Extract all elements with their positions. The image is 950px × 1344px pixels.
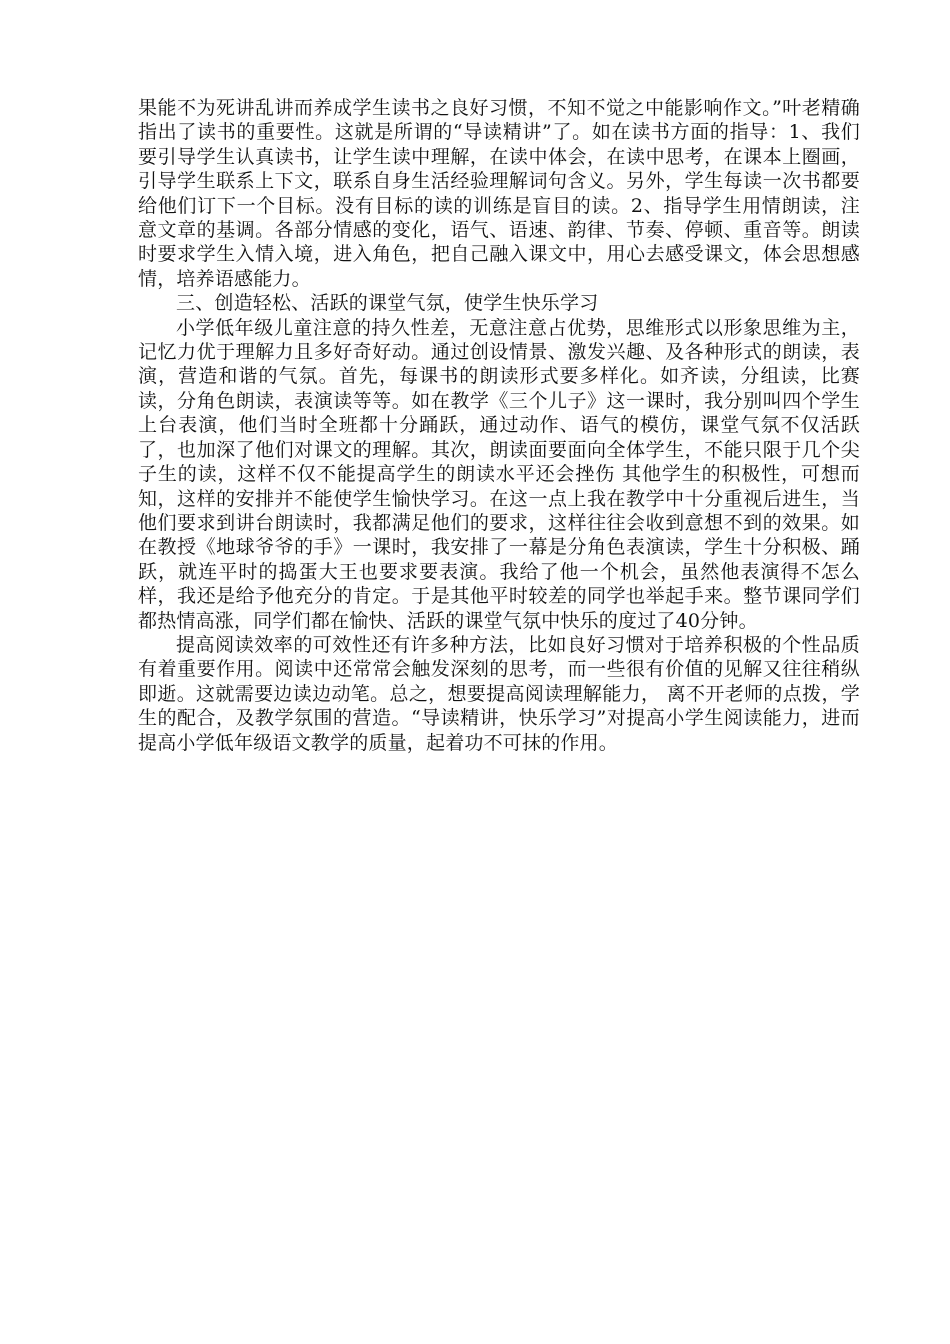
document-body: [138, 96, 860, 755]
paragraph-reading-guidance: 果能不为死讲乱讲而养成学生读书之良好习惯，不知不觉之中能影响作文。”叶老精确指出了读书的重要性。这就是所谓的“导读精讲”了。如在读书方面的指导：1、我们要引导学生认真读书，让学生读中理解，在读中体会，在读中思考，在课本上圈画，引导学生联系上下文，联系自身生活经验理解词句含义。另外，学生每读一次书都要给他们订下一个目标。没有目标的读的训练是盲目的读。2、指导学生用情朗读，注意文章的基调。各部分情感的变化，语气、语速、韵律、节奏、停顿、重音等。朗读时要求学生入情入境，进入角色，把自己融入课文中，用心去感受课文，体会思想感情，培养语感能力。: [138, 97, 860, 290]
paragraph-conclusion: 提高阅读效率的可效性还有许多种方法，比如良好习惯对于培养积极的个性品质有着重要作用。阅读中还常常会触发深刻的思考，而一些很有价值的见解又往往稍纵即逝。这就需要边读边动笔。总之，想要提高阅读理解能力， 离不开老师的点拨，学生的配合，及教学氛围的营造。“导读精讲，快乐学习”对提高小学生阅读能力，进而提高小学低年级语文教学的质量，起着功不可抹的作用。: [138, 633, 860, 754]
section-heading-3: 三、创造轻松、活跃的课堂气氛，使学生快乐学习: [176, 292, 599, 315]
paragraph-classroom-atmosphere: 小学低年级儿童注意的持久性差，无意注意占优势，思维形式以形象思维为主，记忆力优于理解力且多好奇好动。通过创设情景、激发兴趣、及各种形式的朗读，表演，营造和谐的气氛。首先，每课书的朗读形式要多样化。如齐读，分组读，比赛读，分角色朗读，表演读等等。如在教学《三个儿子》这一课时，我分别叫四个学生上台表演，他们当时全班都十分踊跃，通过动作、语气的模仿，课堂气氛不仅活跃了，也加深了他们对课文的理解。其次，朗读面要面向全体学生，不能只限于几个尖子生的读，这样不仅不能提高学生的朗读水平还会挫伤 其他学生的积极性，可想而知，这样的安排并不能使学生愉快学习。在这一点上我在教学中十分重视后进生，当他们要求到讲台朗读时，我都满足他们的要求，这样往往会收到意想不到的效果。如在教授《地球爷爷的手》一课时，我安排了一幕是分角色表演读，学生十分积极、踊跃，就连平时的捣蛋大王也要求要表演。我给了他一个机会，虽然他表演得不怎么样，我还是给予他充分的肯定。于是其他平时较差的同学也举起手来。整节课同学们都热情高涨，同学们都在愉快、活跃的课堂气氛中快乐的度过了40分钟。: [138, 316, 860, 632]
